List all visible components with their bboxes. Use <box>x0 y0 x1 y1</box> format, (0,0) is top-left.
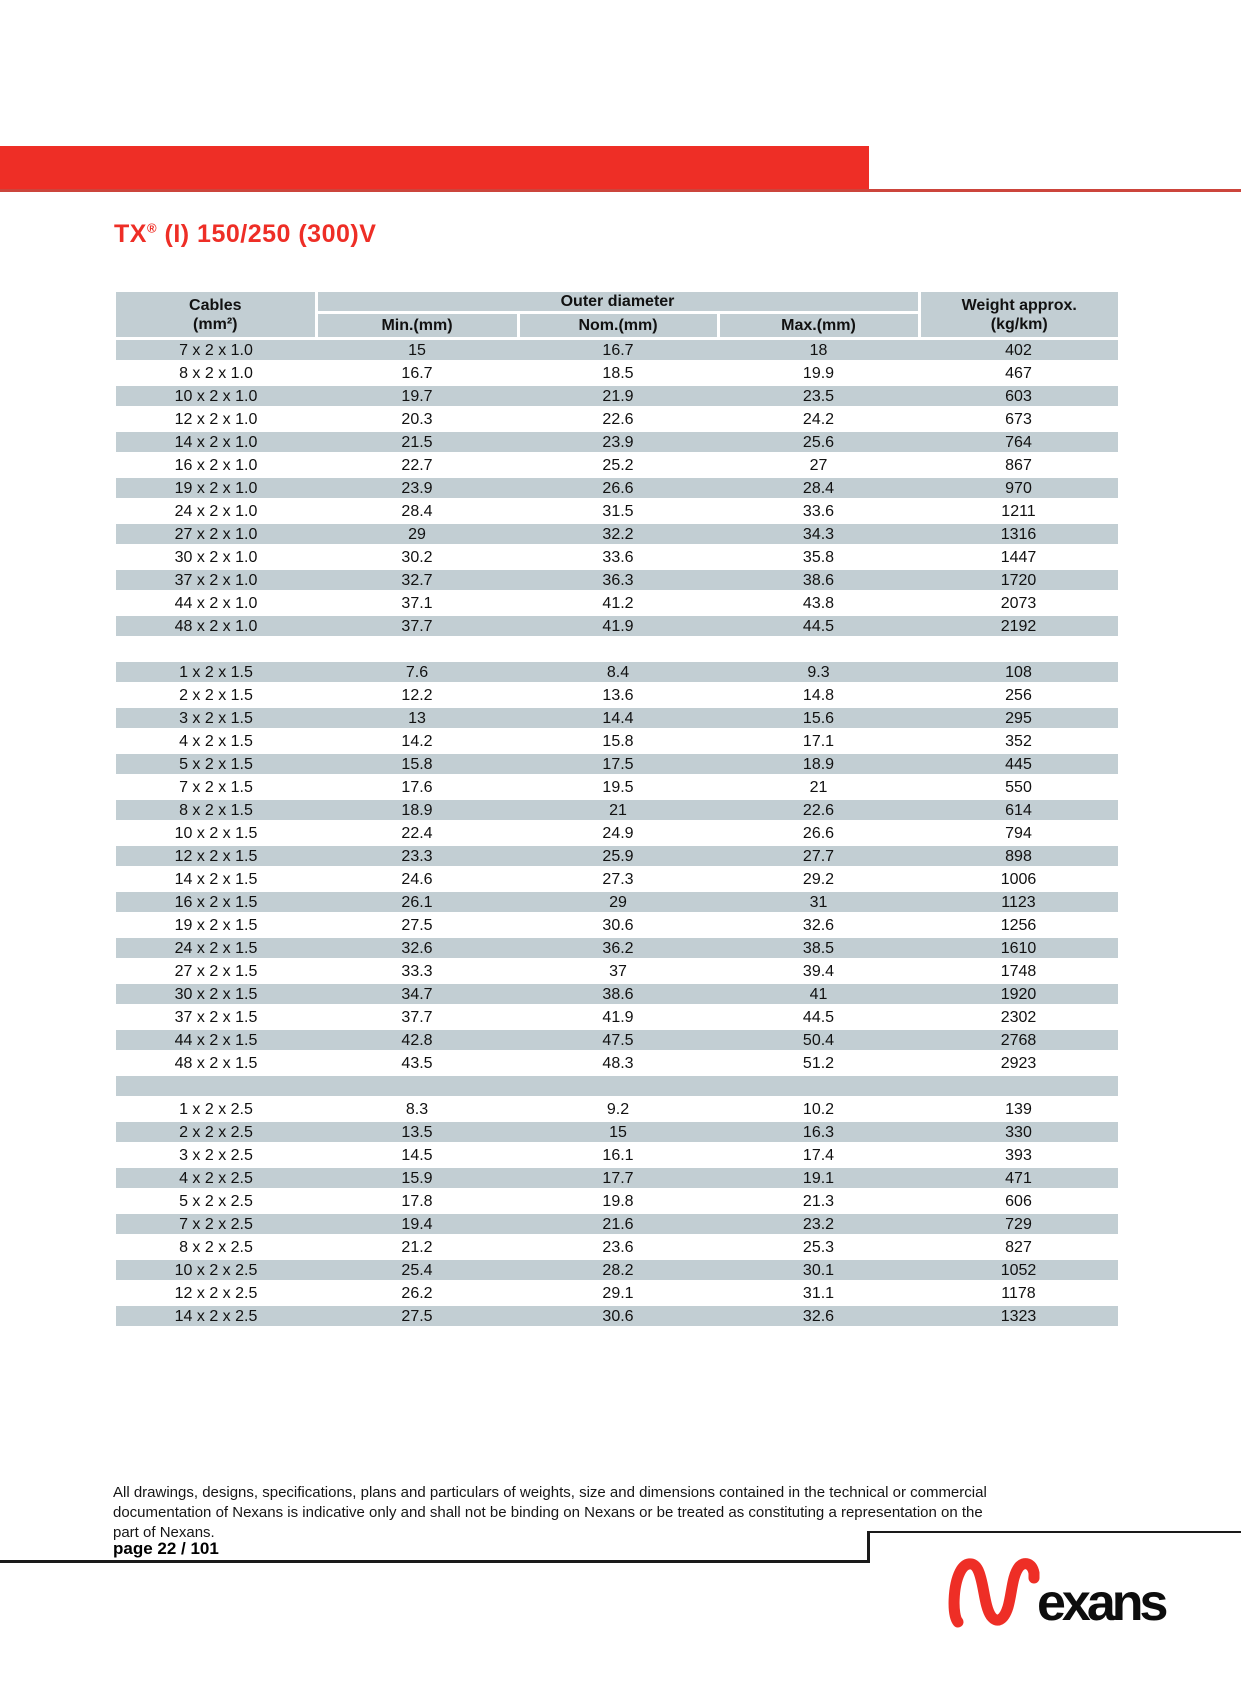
cell-weight: 970 <box>919 477 1118 500</box>
cell-nom: 13.6 <box>518 684 718 707</box>
cell-cables: 3 x 2 x 2.5 <box>116 1144 316 1167</box>
column-header-cables-line1: Cables <box>189 296 242 314</box>
table-row <box>116 569 1118 592</box>
cell-nom: 32.2 <box>518 523 718 546</box>
cell-min: 20.3 <box>316 408 518 431</box>
spacer-row <box>116 1075 1118 1098</box>
cell-weight: 606 <box>919 1190 1118 1213</box>
cell-cables: 5 x 2 x 2.5 <box>116 1190 316 1213</box>
cell-min: 28.4 <box>316 500 518 523</box>
table-row <box>116 546 1118 569</box>
cell-cables: 7 x 2 x 1.0 <box>116 339 316 362</box>
cell-cables: 12 x 2 x 1.0 <box>116 408 316 431</box>
cell-cables: 12 x 2 x 1.5 <box>116 845 316 868</box>
top-red-rule <box>0 189 1241 192</box>
cell-max: 34.3 <box>718 523 919 546</box>
cell-cables: 1 x 2 x 2.5 <box>116 1098 316 1121</box>
table-row <box>116 891 1118 914</box>
cell-max: 44.5 <box>718 1006 919 1029</box>
table-row <box>116 822 1118 845</box>
cell-max: 17.1 <box>718 730 919 753</box>
column-header-weight <box>919 292 1118 339</box>
cell-max: 35.8 <box>718 546 919 569</box>
cell-weight: 1006 <box>919 868 1118 891</box>
cell-cables: 14 x 2 x 1.0 <box>116 431 316 454</box>
cell-nom: 14.4 <box>518 707 718 730</box>
cell-weight: 1316 <box>919 523 1118 546</box>
table-row <box>116 408 1118 431</box>
table-row <box>116 730 1118 753</box>
cell-cables: 14 x 2 x 2.5 <box>116 1305 316 1328</box>
cell-cables: 2 x 2 x 2.5 <box>116 1121 316 1144</box>
cell-weight: 139 <box>919 1098 1118 1121</box>
cell-min: 21.2 <box>316 1236 518 1259</box>
cell-cables: 4 x 2 x 2.5 <box>116 1167 316 1190</box>
cell-nom: 30.6 <box>518 1305 718 1328</box>
cell-weight: 1211 <box>919 500 1118 523</box>
cell-min: 37.7 <box>316 615 518 638</box>
cell-max: 23.2 <box>718 1213 919 1236</box>
cell-min: 27.5 <box>316 1305 518 1328</box>
cell-nom: 19.5 <box>518 776 718 799</box>
cell-nom: 41.9 <box>518 615 718 638</box>
cell-nom: 33.6 <box>518 546 718 569</box>
cell-nom: 8.4 <box>518 661 718 684</box>
cell-weight: 330 <box>919 1121 1118 1144</box>
cell-min: 15.9 <box>316 1167 518 1190</box>
cell-weight: 2923 <box>919 1052 1118 1075</box>
cell-min: 26.2 <box>316 1282 518 1305</box>
cell-cables: 8 x 2 x 1.0 <box>116 362 316 385</box>
cell-cables: 24 x 2 x 1.0 <box>116 500 316 523</box>
table-row <box>116 477 1118 500</box>
cell-nom: 15.8 <box>518 730 718 753</box>
cell-weight: 729 <box>919 1213 1118 1236</box>
table-row <box>116 1121 1118 1144</box>
top-red-banner <box>0 146 869 192</box>
cell-nom: 30.6 <box>518 914 718 937</box>
cell-weight: 603 <box>919 385 1118 408</box>
cell-weight: 445 <box>919 753 1118 776</box>
cell-nom: 47.5 <box>518 1029 718 1052</box>
cell-weight: 1052 <box>919 1259 1118 1282</box>
column-header-min: Min.(mm) <box>316 313 518 339</box>
cell-max: 33.6 <box>718 500 919 523</box>
cell-min: 16.7 <box>316 362 518 385</box>
cell-nom: 21.9 <box>518 385 718 408</box>
cell-min: 30.2 <box>316 546 518 569</box>
cell-nom: 9.2 <box>518 1098 718 1121</box>
cell-nom: 22.6 <box>518 408 718 431</box>
cell-max: 10.2 <box>718 1098 919 1121</box>
cell-max: 18 <box>718 339 919 362</box>
cell-max: 24.2 <box>718 408 919 431</box>
cell-min: 19.7 <box>316 385 518 408</box>
cell-weight: 827 <box>919 1236 1118 1259</box>
cell-max: 32.6 <box>718 1305 919 1328</box>
cell-max: 23.5 <box>718 385 919 408</box>
cell-max: 21.3 <box>718 1190 919 1213</box>
cell-nom: 38.6 <box>518 983 718 1006</box>
cell-weight: 2768 <box>919 1029 1118 1052</box>
cell-cables: 14 x 2 x 1.5 <box>116 868 316 891</box>
table-row <box>116 362 1118 385</box>
cell-weight: 1447 <box>919 546 1118 569</box>
table-row <box>116 1236 1118 1259</box>
table-row <box>116 615 1118 638</box>
cell-cables: 10 x 2 x 2.5 <box>116 1259 316 1282</box>
cell-nom: 16.1 <box>518 1144 718 1167</box>
cell-weight: 1920 <box>919 983 1118 1006</box>
cell-min: 13 <box>316 707 518 730</box>
cell-min: 15.8 <box>316 753 518 776</box>
cell-min: 7.6 <box>316 661 518 684</box>
cell-cables: 48 x 2 x 1.5 <box>116 1052 316 1075</box>
table-row <box>116 1098 1118 1121</box>
page-title <box>114 220 376 249</box>
table-row <box>116 385 1118 408</box>
cell-weight: 2302 <box>919 1006 1118 1029</box>
table-row <box>116 1190 1118 1213</box>
table-row <box>116 960 1118 983</box>
table-row <box>116 1259 1118 1282</box>
cell-cables: 19 x 2 x 1.0 <box>116 477 316 500</box>
cell-max: 31 <box>718 891 919 914</box>
cell-min: 23.9 <box>316 477 518 500</box>
cell-max: 16.3 <box>718 1121 919 1144</box>
page-title-suffix: (I) 150/250 (300)V <box>157 220 377 248</box>
cell-nom: 21.6 <box>518 1213 718 1236</box>
cell-min: 37.1 <box>316 592 518 615</box>
cell-max: 27 <box>718 454 919 477</box>
cell-nom: 37 <box>518 960 718 983</box>
cell-weight: 402 <box>919 339 1118 362</box>
cell-max: 27.7 <box>718 845 919 868</box>
cable-spec-table <box>116 292 1118 1329</box>
spacer-row <box>116 638 1118 661</box>
cell-min: 43.5 <box>316 1052 518 1075</box>
cell-min: 33.3 <box>316 960 518 983</box>
cell-min: 8.3 <box>316 1098 518 1121</box>
cell-max: 21 <box>718 776 919 799</box>
cell-nom: 28.2 <box>518 1259 718 1282</box>
cell-weight: 1178 <box>919 1282 1118 1305</box>
cell-cables: 44 x 2 x 1.5 <box>116 1029 316 1052</box>
cell-max: 15.6 <box>718 707 919 730</box>
cell-max: 31.1 <box>718 1282 919 1305</box>
cell-cables: 8 x 2 x 2.5 <box>116 1236 316 1259</box>
page-title-prefix: TX <box>114 220 147 248</box>
table-row <box>116 914 1118 937</box>
table-row <box>116 845 1118 868</box>
cell-weight: 764 <box>919 431 1118 454</box>
cell-weight: 1748 <box>919 960 1118 983</box>
table-row <box>116 339 1118 362</box>
table-row <box>116 523 1118 546</box>
header-row-1 <box>116 292 1118 313</box>
cell-cables: 48 x 2 x 1.0 <box>116 615 316 638</box>
column-header-outer-diameter: Outer diameter <box>316 292 919 313</box>
cell-max: 25.3 <box>718 1236 919 1259</box>
table-row <box>116 1029 1118 1052</box>
cell-nom: 31.5 <box>518 500 718 523</box>
cell-cables: 44 x 2 x 1.0 <box>116 592 316 615</box>
cell-weight: 614 <box>919 799 1118 822</box>
table-row <box>116 592 1118 615</box>
cell-nom: 36.2 <box>518 937 718 960</box>
nexans-wordmark: exans <box>1037 1574 1165 1632</box>
cell-cables: 7 x 2 x 2.5 <box>116 1213 316 1236</box>
cell-weight: 1610 <box>919 937 1118 960</box>
cell-min: 21.5 <box>316 431 518 454</box>
cell-cables: 10 x 2 x 1.0 <box>116 385 316 408</box>
cell-nom: 15 <box>518 1121 718 1144</box>
nexans-logo-graphic <box>948 1554 1178 1630</box>
column-header-weight-line1: Weight approx. <box>961 296 1077 314</box>
column-header-cables <box>116 292 316 339</box>
cell-weight: 467 <box>919 362 1118 385</box>
cell-max: 30.1 <box>718 1259 919 1282</box>
cell-max: 43.8 <box>718 592 919 615</box>
cell-max: 41 <box>718 983 919 1006</box>
cell-weight: 1323 <box>919 1305 1118 1328</box>
cell-max: 18.9 <box>718 753 919 776</box>
cell-nom: 17.5 <box>518 753 718 776</box>
cell-min: 15 <box>316 339 518 362</box>
cell-cables: 8 x 2 x 1.5 <box>116 799 316 822</box>
cell-cables: 30 x 2 x 1.5 <box>116 983 316 1006</box>
cell-weight: 550 <box>919 776 1118 799</box>
table-header <box>116 292 1118 339</box>
cell-max: 44.5 <box>718 615 919 638</box>
cell-weight: 393 <box>919 1144 1118 1167</box>
footer-rule-right <box>867 1531 1241 1533</box>
table-row <box>116 1213 1118 1236</box>
page-number: page 22 / 101 <box>113 1539 219 1558</box>
cell-weight: 1720 <box>919 569 1118 592</box>
table-row <box>116 500 1118 523</box>
column-header-max: Max.(mm) <box>718 313 919 339</box>
cell-max: 26.6 <box>718 822 919 845</box>
table-row <box>116 1305 1118 1328</box>
cell-max: 28.4 <box>718 477 919 500</box>
table-row <box>116 1167 1118 1190</box>
table-row <box>116 1144 1118 1167</box>
column-header-weight-line2: (kg/km) <box>990 315 1048 333</box>
cell-cables: 4 x 2 x 1.5 <box>116 730 316 753</box>
cell-max: 9.3 <box>718 661 919 684</box>
cell-cables: 16 x 2 x 1.0 <box>116 454 316 477</box>
column-header-cables-line2: (mm²) <box>193 315 238 333</box>
cell-nom: 25.2 <box>518 454 718 477</box>
cell-min: 32.6 <box>316 937 518 960</box>
cell-weight: 2073 <box>919 592 1118 615</box>
cell-weight: 673 <box>919 408 1118 431</box>
cell-max: 25.6 <box>718 431 919 454</box>
cell-min: 17.8 <box>316 1190 518 1213</box>
table-row <box>116 1282 1118 1305</box>
cell-max: 38.5 <box>718 937 919 960</box>
cell-nom: 29 <box>518 891 718 914</box>
cell-max: 38.6 <box>718 569 919 592</box>
cell-min: 14.2 <box>316 730 518 753</box>
registered-trademark-icon: ® <box>146 220 158 236</box>
cell-nom: 23.6 <box>518 1236 718 1259</box>
cell-nom: 24.9 <box>518 822 718 845</box>
cell-cables: 37 x 2 x 1.0 <box>116 569 316 592</box>
cell-cables: 7 x 2 x 1.5 <box>116 776 316 799</box>
table-row <box>116 431 1118 454</box>
cell-max: 19.9 <box>718 362 919 385</box>
cell-cables: 3 x 2 x 1.5 <box>116 707 316 730</box>
cell-weight: 352 <box>919 730 1118 753</box>
table-row <box>116 454 1118 477</box>
cell-nom: 16.7 <box>518 339 718 362</box>
spacer-cell <box>116 1075 1118 1098</box>
cell-weight: 867 <box>919 454 1118 477</box>
column-header-nom: Nom.(mm) <box>518 313 718 339</box>
cell-cables: 12 x 2 x 2.5 <box>116 1282 316 1305</box>
cell-max: 32.6 <box>718 914 919 937</box>
table-row <box>116 776 1118 799</box>
cell-max: 39.4 <box>718 960 919 983</box>
cell-nom: 29.1 <box>518 1282 718 1305</box>
cell-max: 29.2 <box>718 868 919 891</box>
cell-min: 22.4 <box>316 822 518 845</box>
cell-cables: 27 x 2 x 1.0 <box>116 523 316 546</box>
cell-min: 17.6 <box>316 776 518 799</box>
cell-min: 23.3 <box>316 845 518 868</box>
cell-nom: 36.3 <box>518 569 718 592</box>
cell-cables: 19 x 2 x 1.5 <box>116 914 316 937</box>
cell-cables: 30 x 2 x 1.0 <box>116 546 316 569</box>
cell-min: 37.7 <box>316 1006 518 1029</box>
table-row <box>116 753 1118 776</box>
cell-max: 17.4 <box>718 1144 919 1167</box>
cell-min: 29 <box>316 523 518 546</box>
cell-cables: 1 x 2 x 1.5 <box>116 661 316 684</box>
cell-max: 51.2 <box>718 1052 919 1075</box>
table-row <box>116 1052 1118 1075</box>
disclaimer <box>113 1483 1033 1543</box>
cell-cables: 24 x 2 x 1.5 <box>116 937 316 960</box>
table-row <box>116 661 1118 684</box>
cell-cables: 5 x 2 x 1.5 <box>116 753 316 776</box>
cell-nom: 17.7 <box>518 1167 718 1190</box>
cell-nom: 25.9 <box>518 845 718 868</box>
cell-min: 22.7 <box>316 454 518 477</box>
cell-nom: 23.9 <box>518 431 718 454</box>
cell-cables: 10 x 2 x 1.5 <box>116 822 316 845</box>
cell-nom: 41.9 <box>518 1006 718 1029</box>
cell-min: 14.5 <box>316 1144 518 1167</box>
cell-cables: 27 x 2 x 1.5 <box>116 960 316 983</box>
cell-nom: 41.2 <box>518 592 718 615</box>
cell-cables: 2 x 2 x 1.5 <box>116 684 316 707</box>
table-row <box>116 937 1118 960</box>
cell-weight: 898 <box>919 845 1118 868</box>
table-row <box>116 684 1118 707</box>
spacer-cell <box>116 638 1118 661</box>
cell-cables: 16 x 2 x 1.5 <box>116 891 316 914</box>
disclaimer-line: part of Nexans. <box>113 1524 215 1541</box>
cell-weight: 1256 <box>919 914 1118 937</box>
cell-nom: 48.3 <box>518 1052 718 1075</box>
cell-nom: 21 <box>518 799 718 822</box>
cell-min: 25.4 <box>316 1259 518 1282</box>
cell-min: 13.5 <box>316 1121 518 1144</box>
table-row <box>116 707 1118 730</box>
cell-weight: 794 <box>919 822 1118 845</box>
cell-weight: 471 <box>919 1167 1118 1190</box>
cell-min: 19.4 <box>316 1213 518 1236</box>
table-row <box>116 868 1118 891</box>
cell-nom: 26.6 <box>518 477 718 500</box>
cell-nom: 18.5 <box>518 362 718 385</box>
cell-min: 42.8 <box>316 1029 518 1052</box>
table-body <box>116 339 1118 1328</box>
cell-weight: 108 <box>919 661 1118 684</box>
cell-min: 32.7 <box>316 569 518 592</box>
cell-max: 50.4 <box>718 1029 919 1052</box>
table-row <box>116 799 1118 822</box>
nexans-n-swoosh-icon <box>954 1564 1034 1622</box>
cell-max: 22.6 <box>718 799 919 822</box>
cell-weight: 256 <box>919 684 1118 707</box>
cell-max: 19.1 <box>718 1167 919 1190</box>
cell-max: 14.8 <box>718 684 919 707</box>
table-row <box>116 1006 1118 1029</box>
cell-min: 34.7 <box>316 983 518 1006</box>
table-row <box>116 983 1118 1006</box>
cell-min: 24.6 <box>316 868 518 891</box>
cell-nom: 19.8 <box>518 1190 718 1213</box>
cell-weight: 295 <box>919 707 1118 730</box>
cell-min: 26.1 <box>316 891 518 914</box>
cell-nom: 27.3 <box>518 868 718 891</box>
cell-min: 18.9 <box>316 799 518 822</box>
cell-weight: 2192 <box>919 615 1118 638</box>
cell-min: 12.2 <box>316 684 518 707</box>
nexans-logo <box>948 1554 1178 1630</box>
disclaimer-line: All drawings, designs, specifications, plans and particulars of weights, size and dimensions contained in the technical or commercial <box>113 1484 987 1501</box>
cell-cables: 37 x 2 x 1.5 <box>116 1006 316 1029</box>
footer-rule-step <box>867 1531 870 1563</box>
cell-weight: 1123 <box>919 891 1118 914</box>
cell-min: 27.5 <box>316 914 518 937</box>
disclaimer-line: documentation of Nexans is indicative only and shall not be binding on Nexans or be treated as constituting a representation on the <box>113 1504 983 1521</box>
footer-rule-left <box>0 1560 870 1563</box>
